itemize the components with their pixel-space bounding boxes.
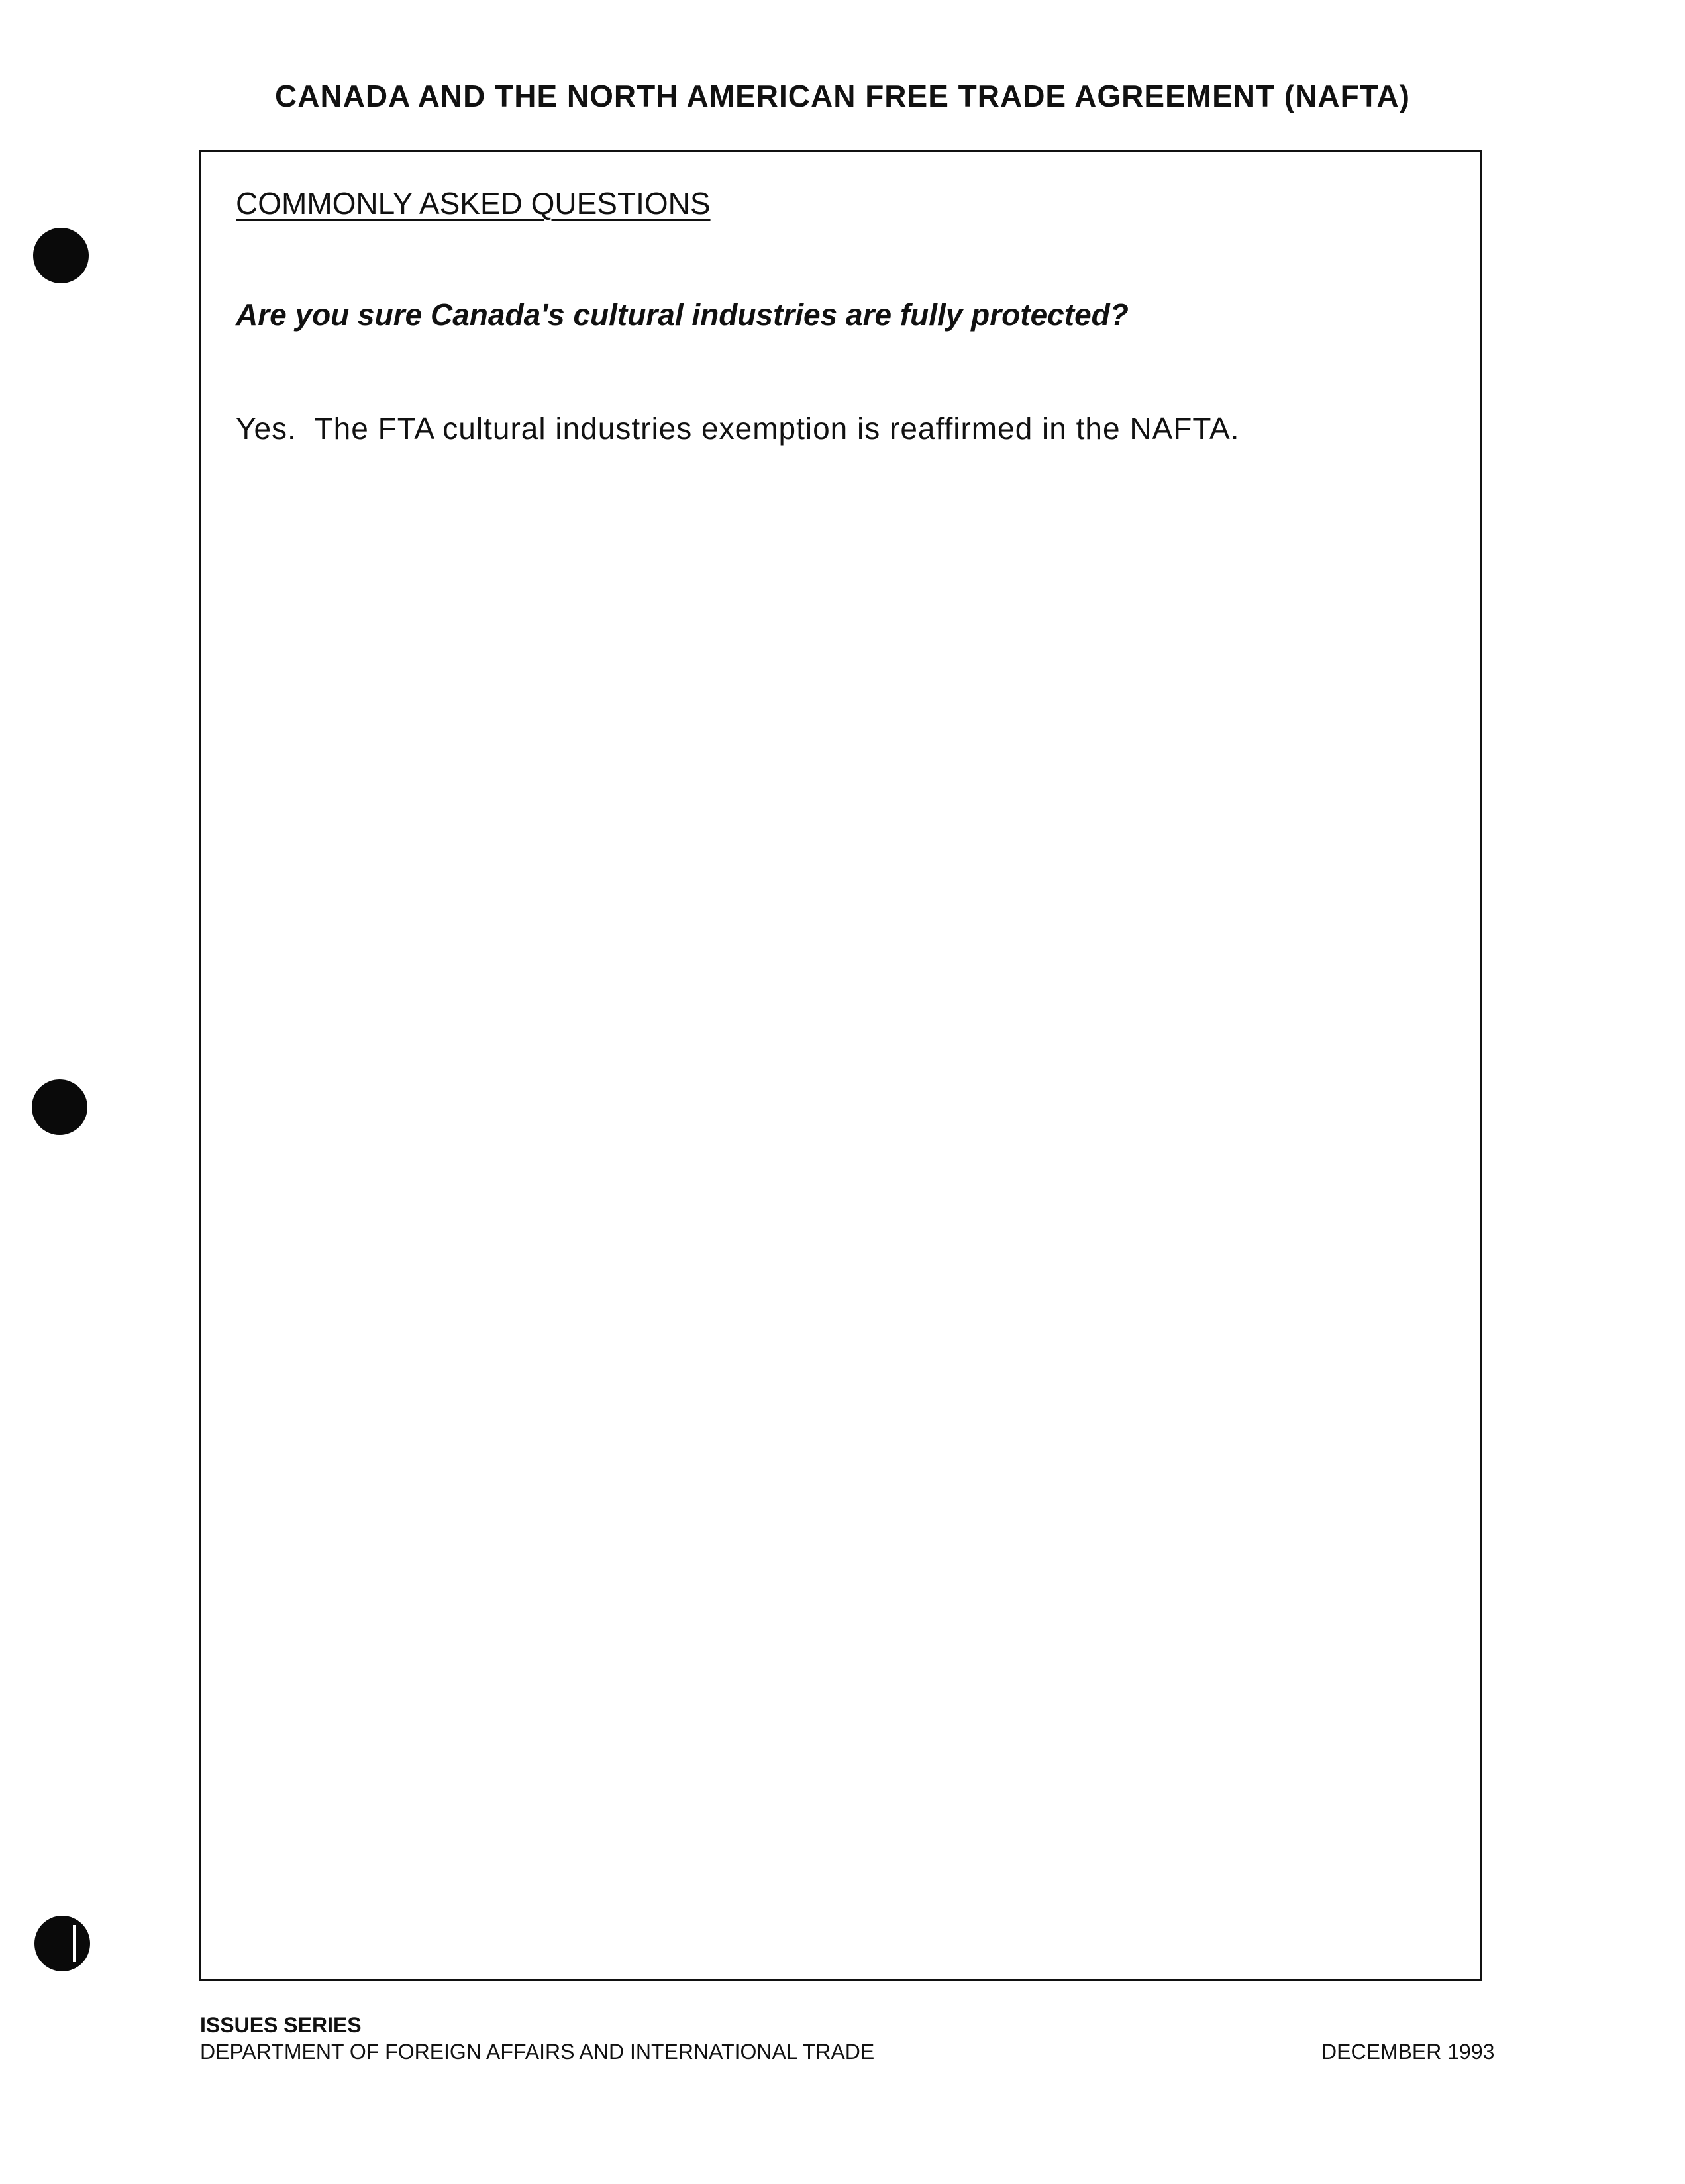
answer-text: Yes. The FTA cultural industries exemption is reaffirmed in the NAFTA. bbox=[236, 411, 1240, 446]
footer-source bbox=[200, 2012, 874, 2065]
footer-date: DECEMBER 1993 bbox=[1321, 2040, 1495, 2063]
section-title: COMMONLY ASKED QUESTIONS bbox=[236, 186, 711, 221]
footer-series: ISSUES SERIES bbox=[200, 2013, 362, 2037]
footer-department: DEPARTMENT OF FOREIGN AFFAIRS AND INTERNATIONAL TRADE bbox=[200, 2040, 875, 2063]
question-text: Are you sure Canada's cultural industries are fully protected? bbox=[236, 297, 1129, 332]
content-box bbox=[199, 150, 1482, 1981]
punch-hole-bottom bbox=[34, 1916, 90, 1971]
punch-hole-middle bbox=[32, 1079, 87, 1135]
page-title: CANADA AND THE NORTH AMERICAN FREE TRADE AGREEMENT (NAFTA) bbox=[275, 79, 1410, 113]
punch-hole-top bbox=[33, 228, 89, 283]
